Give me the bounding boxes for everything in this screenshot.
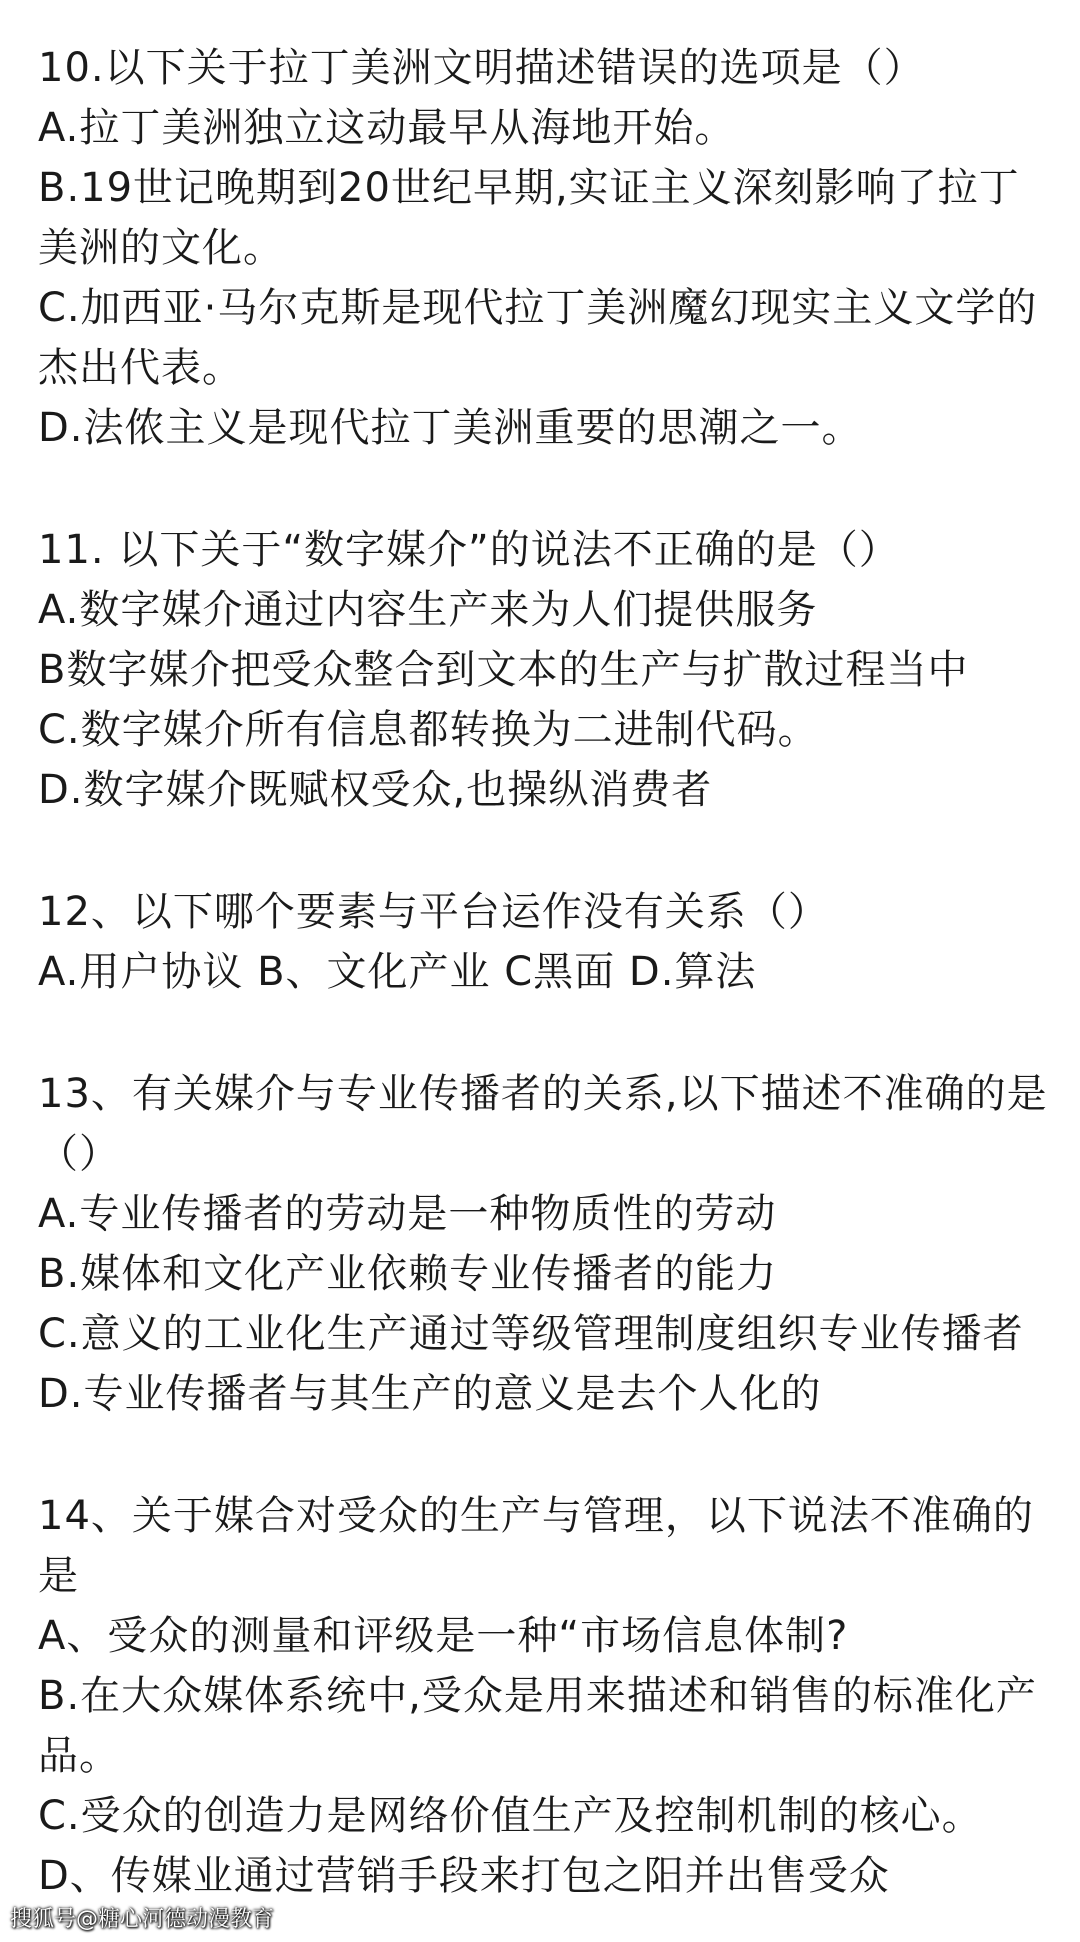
option-a: A、受众的测量和评级是一种“市场信息体制? xyxy=(38,1613,849,1659)
option-c: C.受众的创造力是网络价值生产及控制机制的核心。 xyxy=(38,1793,983,1839)
option-a: A.数字媒介通过内容生产来为人们提供服务 xyxy=(38,587,818,633)
option-d: D、传媒业通过营销手段来打包之阳并出售受众 xyxy=(38,1853,890,1899)
option-c: C.数字媒介所有信息都转换为二进制代码。 xyxy=(38,707,819,753)
question-10 xyxy=(38,38,1050,458)
option-d: D.专业传播者与其生产的意义是去个人化的 xyxy=(38,1371,822,1417)
option-d: D.法侬主义是现代拉丁美洲重要的思潮之一。 xyxy=(38,405,863,451)
watermark: 搜狐号@糖心河德动漫教育 xyxy=(10,1907,275,1932)
question-14 xyxy=(38,1486,1050,1906)
option-a: A.专业传播者的劳动是一种物质性的劳动 xyxy=(38,1191,777,1237)
question-stem: 14、关于媒合对受众的生产与管理，以下说法不准确的是 xyxy=(38,1493,1034,1599)
option-b: B.媒体和文化产业依赖专业传播者的能力 xyxy=(38,1251,778,1297)
options-line: A.用户协议 B、文化产业 C黑面 D.算法 xyxy=(38,949,757,995)
option-c: C.意义的工业化生产通过等级管理制度组织专业传播者 xyxy=(38,1311,1024,1357)
option-c: C.加西亚·马尔克斯是现代拉丁美洲魔幻现实主义文学的杰出代表。 xyxy=(38,285,1038,391)
option-b: B数字媒介把受众整合到文本的生产与扩散过程当中 xyxy=(38,647,969,693)
option-b: B.19世记晚期到20世纪早期,实证主义深刻影响了拉丁美洲的文化。 xyxy=(38,165,1020,271)
question-12 xyxy=(38,882,1050,1002)
question-stem: 10.以下关于拉丁美洲文明描述错误的选项是（） xyxy=(38,45,925,91)
question-stem: 12、以下哪个要素与平台运作没有关系（） xyxy=(38,889,829,935)
option-b: B.在大众媒体系统中,受众是用来描述和销售的标准化产品。 xyxy=(38,1673,1037,1779)
question-stem: 11. 以下关于“数字媒介”的说法不正确的是（） xyxy=(38,527,900,573)
question-11 xyxy=(38,520,1050,820)
question-stem: 13、有关媒介与专业传播者的关系,以下描述不准确的是（） xyxy=(38,1071,1048,1177)
option-d: D.数字媒介既赋权受众,也操纵消费者 xyxy=(38,767,713,813)
question-13 xyxy=(38,1064,1050,1424)
option-a: A.拉丁美洲独立这动最早从海地开始。 xyxy=(38,105,736,151)
